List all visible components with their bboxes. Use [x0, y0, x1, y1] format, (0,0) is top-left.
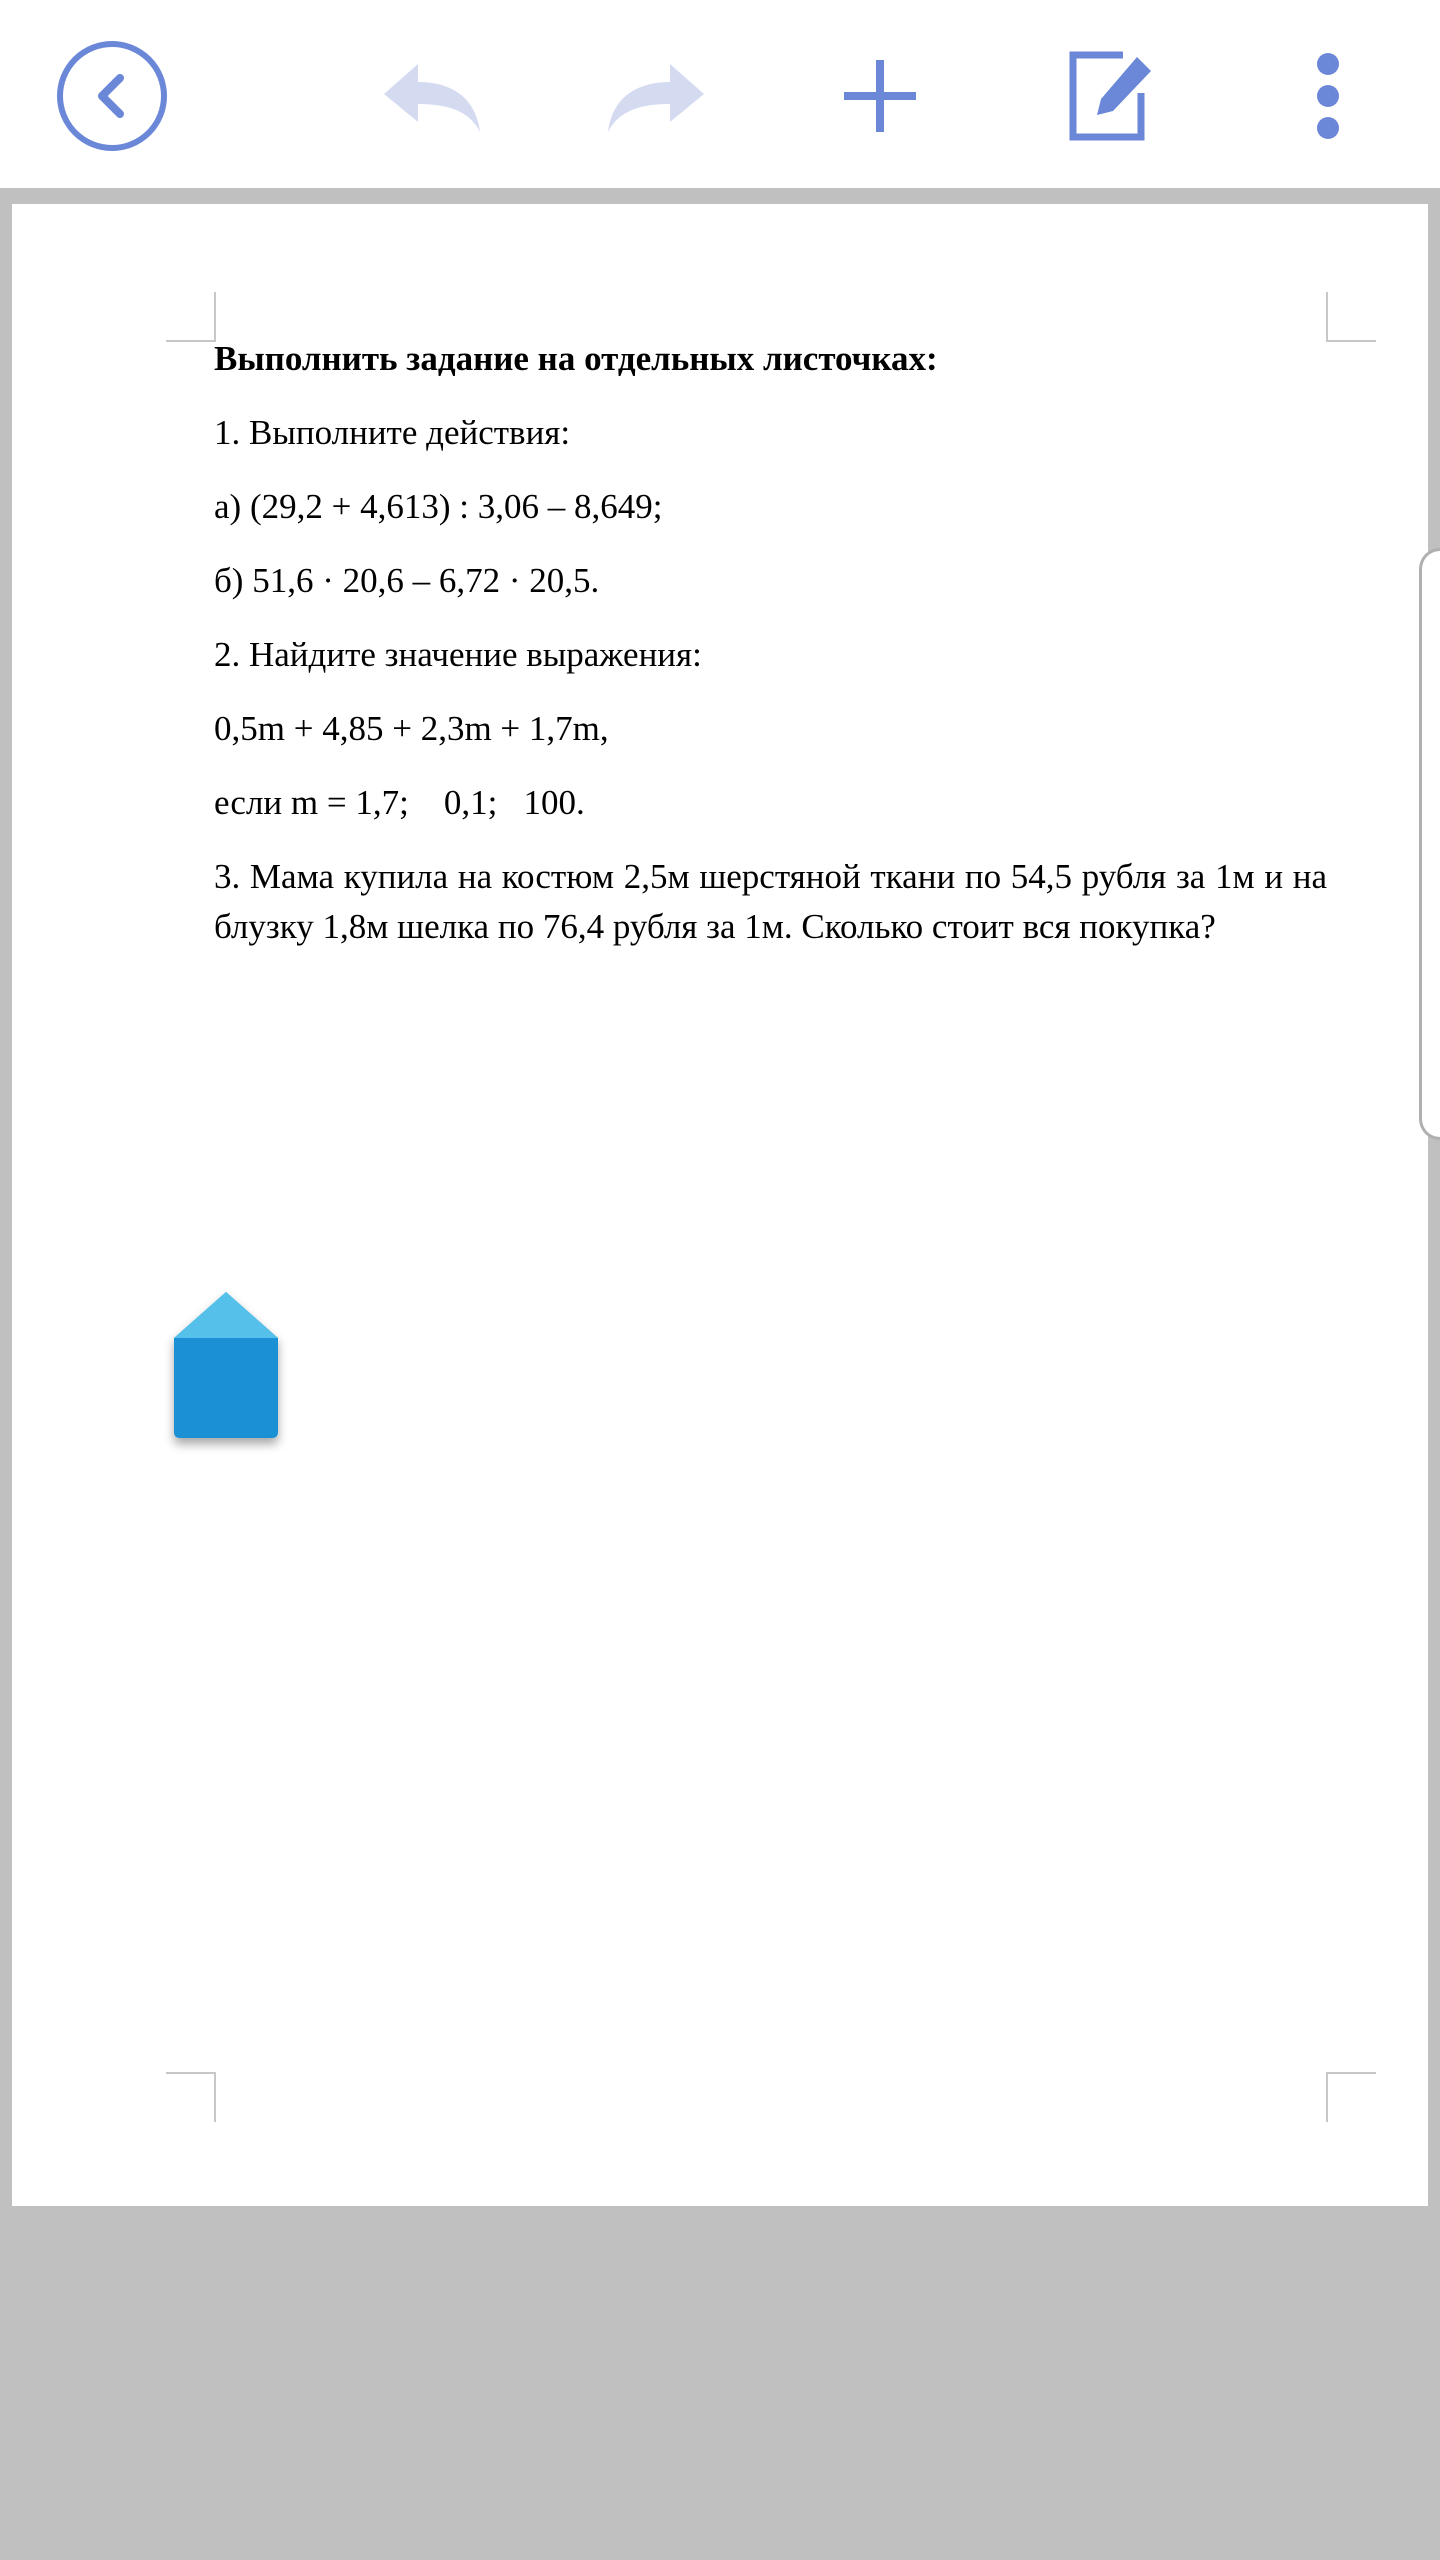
- more-button[interactable]: [1296, 48, 1360, 144]
- document-body[interactable]: [214, 334, 1327, 976]
- pentagon-marker-icon: [170, 1290, 282, 1450]
- margin-corner-bottom-left: [166, 2072, 216, 2122]
- task-1: 1. Выполните действия:: [214, 413, 571, 452]
- toolbar: [0, 0, 1440, 188]
- margin-corner-top-right: [1326, 292, 1376, 342]
- task-2-condition: если m = 1,7; 0,1; 100.: [214, 783, 585, 822]
- redo-icon: [604, 60, 708, 132]
- task-1-a: а) (29,2 + 4,613) : 3,06 – 8,649;: [214, 487, 663, 526]
- document-page[interactable]: [12, 204, 1428, 2206]
- add-icon: [840, 56, 920, 136]
- margin-corner-bottom-right: [1326, 2072, 1376, 2122]
- back-button[interactable]: [56, 40, 168, 152]
- task-2-expression: 0,5m + 4,85 + 2,3m + 1,7m,: [214, 709, 609, 748]
- task-3: 3. Мама купила на костюм 2,5м шерстяной ткани по 54,5 рубля за 1м и на блузку 1,8м шелка по 76,4 рубля за 1м. Сколько стоит вся покупка?: [214, 857, 1327, 946]
- document-title: Выполнить задание на отдельных листочках:: [214, 339, 938, 378]
- margin-corner-top-left: [166, 292, 216, 342]
- edit-button[interactable]: [1064, 48, 1160, 144]
- undo-button[interactable]: [376, 56, 488, 136]
- undo-icon: [380, 60, 484, 132]
- edit-icon: [1065, 49, 1159, 143]
- side-scroll-handle[interactable]: [1419, 548, 1440, 1140]
- back-icon: [56, 40, 168, 152]
- task-2: 2. Найдите значение выражения:: [214, 635, 702, 674]
- more-icon: [1308, 50, 1348, 142]
- redo-button[interactable]: [600, 56, 712, 136]
- cursor-handle-marker[interactable]: [174, 1290, 278, 1436]
- task-1-b: б) 51,6 · 20,6 – 6,72 · 20,5.: [214, 561, 600, 600]
- add-button[interactable]: [836, 52, 924, 140]
